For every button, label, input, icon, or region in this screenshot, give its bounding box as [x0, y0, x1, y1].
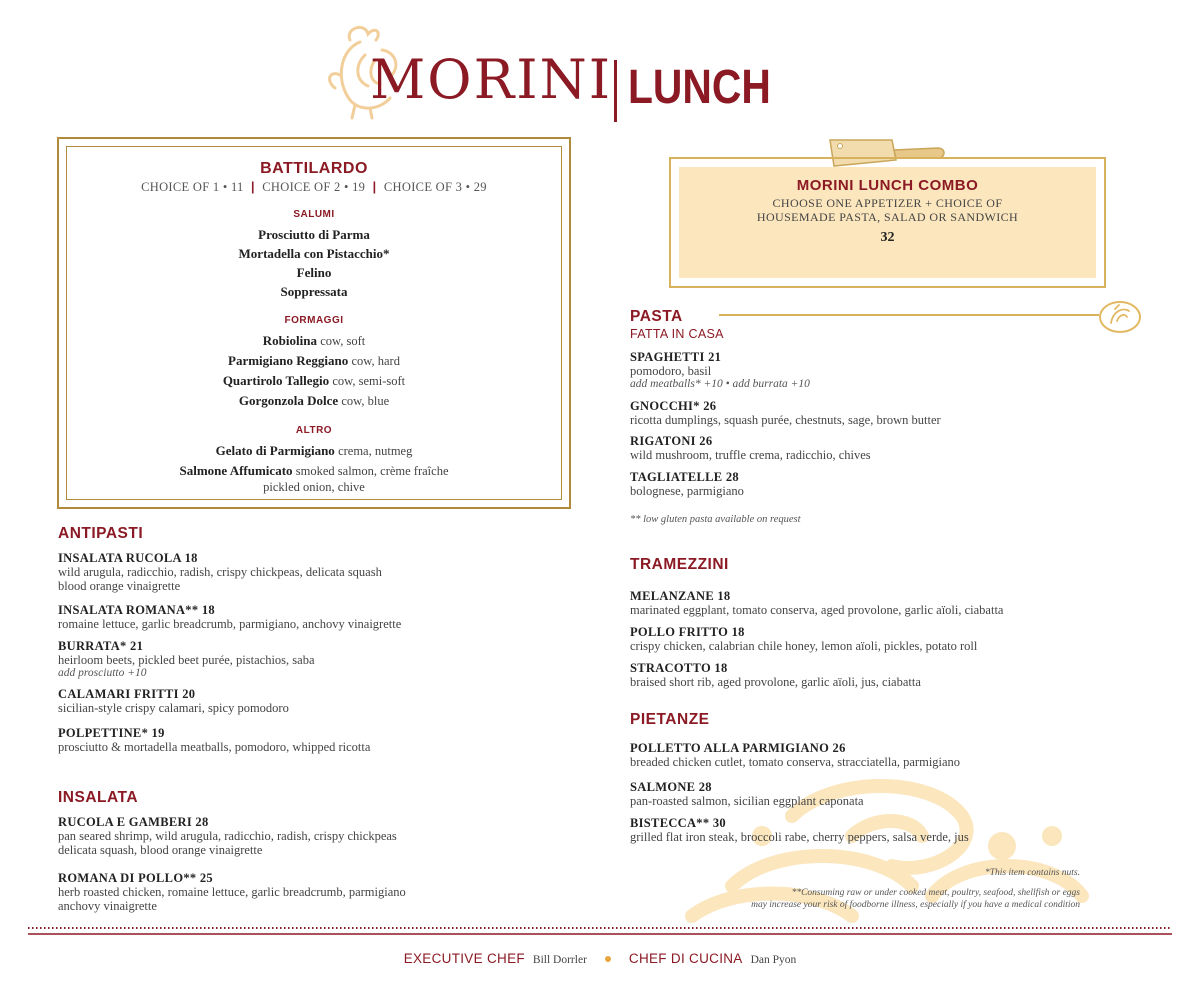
raw-food-warning: **Consuming raw or under cooked meat, poultry, seafood, shellfish or eggs — [791, 888, 1080, 898]
lunch-combo-box — [669, 157, 1106, 288]
item-name: STRACOTTO 18 — [630, 661, 728, 675]
item-name: TAGLIATELLE 28 — [630, 470, 739, 484]
altro-desc: smoked salmon, crème fraîche — [295, 464, 449, 478]
item-name: GNOCCHI* 26 — [630, 399, 717, 413]
item-name: MELANZANE 18 — [630, 589, 731, 603]
formaggi-desc: cow, soft — [320, 334, 366, 348]
item-desc: romaine lettuce, garlic breadcrumb, parmigiano, anchovy vinaigrette — [58, 617, 402, 631]
menu-item — [630, 470, 744, 498]
combo-price: 32 — [880, 230, 895, 245]
item-name: CALAMARI FRITTI 20 — [58, 687, 196, 701]
item-name: BURRATA* 21 — [58, 639, 144, 653]
menu-item — [58, 551, 382, 593]
altro-desc-continued: pickled onion, chive — [263, 480, 365, 494]
item-desc: grilled flat iron steak, broccoli rabe, cherry peppers, salsa verde, jus — [630, 830, 969, 844]
chef-di-cucina-label: CHEF DI CUCINA — [628, 951, 743, 966]
pasta-title: PASTA — [630, 308, 683, 325]
separator-dot-icon — [605, 956, 611, 962]
formaggi-heading: FORMAGGI — [284, 315, 344, 326]
menu-item — [630, 399, 941, 427]
item-desc: delicata squash, blood orange vinaigrette — [58, 843, 263, 857]
item-add-on: add prosciutto +10 — [58, 667, 147, 679]
formaggi-desc: cow, hard — [351, 354, 400, 368]
pietanze-title: PIETANZE — [630, 711, 710, 728]
menu-item — [630, 625, 977, 653]
combo-line: CHOOSE ONE APPETIZER + CHOICE OF — [772, 196, 1003, 210]
menu-item — [630, 780, 864, 808]
antipasti-title: ANTIPASTI — [58, 525, 144, 542]
item-desc: pomodoro, basil — [630, 364, 712, 378]
choice-2: CHOICE OF 2 • 19 — [262, 180, 366, 194]
salumi-item: Mortadella con Pistacchio* — [238, 246, 390, 261]
altro-item — [67, 461, 561, 481]
choice-separator: | — [372, 180, 377, 194]
formaggi-name: Parmigiano Reggiano — [228, 353, 349, 368]
altro-name: Gelato di Parmigiano — [215, 443, 335, 458]
item-name: RUCOLA E GAMBERI 28 — [58, 815, 209, 829]
menu-item — [630, 589, 1003, 617]
combo-title: MORINI LUNCH COMBO — [796, 177, 979, 194]
item-desc: wild mushroom, truffle crema, radicchio, chives — [630, 448, 871, 462]
item-desc: crispy chicken, calabrian chile honey, lemon aïoli, pickles, potato roll — [630, 639, 978, 653]
menu-item — [630, 350, 810, 391]
raw-food-warning: may increase your risk of foodborne illness, especially if you have a medical condition — [751, 900, 1080, 910]
pasta-subtitle: FATTA IN CASA — [630, 327, 724, 341]
choice-1: CHOICE OF 1 • 11 — [141, 180, 244, 194]
menu-item — [58, 603, 401, 631]
item-name: SALMONE 28 — [630, 780, 712, 794]
formaggi-item — [67, 351, 561, 371]
item-desc: ricotta dumplings, squash purée, chestnuts, sage, brown butter — [630, 413, 941, 427]
salumi-item: Soppressata — [280, 284, 348, 299]
item-desc: sicilian-style crispy calamari, spicy pomodoro — [58, 701, 289, 715]
formaggi-name: Robiolina — [262, 333, 317, 348]
gluten-note: ** low gluten pasta available on request — [630, 514, 801, 525]
menu-item — [630, 434, 871, 462]
item-desc: prosciutto & mortadella meatballs, pomodoro, whipped ricotta — [58, 740, 371, 754]
item-name: SPAGHETTI 21 — [630, 350, 722, 364]
menu-item — [630, 816, 969, 844]
formaggi-item — [67, 371, 561, 391]
altro-heading: ALTRO — [295, 425, 333, 436]
menu-item — [58, 639, 315, 680]
battilardo-title: BATTILARDO — [260, 160, 368, 177]
item-desc: breaded chicken cutlet, tomato conserva, stracciatella, parmigiano — [630, 755, 961, 769]
battilardo-box — [57, 137, 571, 509]
item-name: POLLO FRITTO 18 — [630, 625, 745, 639]
insalata-title: INSALATA — [58, 789, 139, 806]
formaggi-item — [67, 391, 561, 411]
combo-description — [679, 196, 1096, 224]
menu-item — [58, 871, 406, 913]
nuts-note: *This item contains nuts. — [984, 868, 1080, 878]
combo-line: HOUSEMADE PASTA, SALAD OR SANDWICH — [756, 210, 1019, 224]
item-add-on: add meatballs* +10 • add burrata +10 — [630, 378, 810, 390]
item-name: POLLETTO ALLA PARMIGIANO 26 — [630, 741, 846, 755]
menu-subtitle: LUNCH — [628, 61, 771, 114]
item-desc: herb roasted chicken, romaine lettuce, garlic breadcrumb, parmigiano — [58, 885, 406, 899]
executive-chef-label: EXECUTIVE CHEF — [403, 951, 525, 966]
formaggi-name: Quartirolo Tallegio — [222, 373, 330, 388]
tramezzini-title: TRAMEZZINI — [630, 556, 729, 573]
item-desc: pan seared shrimp, wild arugula, radicchio, radish, crispy chickpeas — [58, 829, 397, 843]
logo-wordmark: MORINI — [370, 48, 613, 111]
rooster-emblem-icon — [1097, 299, 1143, 335]
executive-chef-name: Bill Dorrler — [532, 954, 587, 966]
item-desc: anchovy vinaigrette — [58, 899, 157, 913]
item-name: RIGATONI 26 — [630, 434, 713, 448]
item-desc: marinated eggplant, tomato conserva, aged provolone, garlic aïoli, ciabatta — [630, 603, 1004, 617]
item-desc: bolognese, parmigiano — [630, 484, 744, 498]
choice-3: CHOICE OF 3 • 29 — [383, 180, 487, 194]
item-desc: pan-roasted salmon, sicilian eggplant caponata — [630, 794, 864, 808]
item-name: INSALATA ROMANA** 18 — [58, 603, 215, 617]
item-desc: heirloom beets, pickled beet purée, pistachios, saba — [58, 653, 315, 667]
salumi-item: Prosciutto di Parma — [258, 227, 370, 242]
chef-di-cucina-name: Dan Pyon — [750, 954, 797, 966]
altro-item — [67, 441, 561, 461]
menu-item — [58, 726, 370, 754]
altro-desc: crema, nutmeg — [338, 444, 413, 458]
menu-item — [58, 687, 289, 715]
formaggi-desc: cow, semi-soft — [332, 374, 406, 388]
menu-header — [320, 20, 820, 130]
item-name: POLPETTINE* 19 — [58, 726, 165, 740]
item-name: BISTECCA** 30 — [630, 816, 726, 830]
item-desc: wild arugula, radicchio, radish, crispy chickpeas, delicata squash — [58, 565, 382, 579]
formaggi-name: Gorgonzola Dolce — [238, 393, 339, 408]
item-desc: braised short rib, aged provolone, garlic aïoli, jus, ciabatta — [630, 675, 921, 689]
item-desc: blood orange vinaigrette — [58, 579, 181, 593]
menu-item — [58, 815, 397, 857]
battilardo-choices — [67, 180, 561, 195]
altro-name: Salmone Affumicato — [179, 463, 293, 478]
formaggi-item — [67, 331, 561, 351]
salumi-item: Felino — [296, 265, 332, 280]
choice-separator: | — [251, 180, 255, 194]
logo-divider — [614, 60, 617, 122]
item-name: ROMANA DI POLLO** 25 — [58, 871, 213, 885]
item-name: INSALATA RUCOLA 18 — [58, 551, 198, 565]
menu-item — [630, 741, 960, 769]
section-divider — [719, 314, 1099, 316]
formaggi-desc: cow, blue — [341, 394, 390, 408]
chef-credits — [0, 950, 1200, 968]
salumi-heading: SALUMI — [293, 209, 335, 220]
footer-divider — [28, 926, 1172, 936]
menu-item — [630, 661, 921, 689]
